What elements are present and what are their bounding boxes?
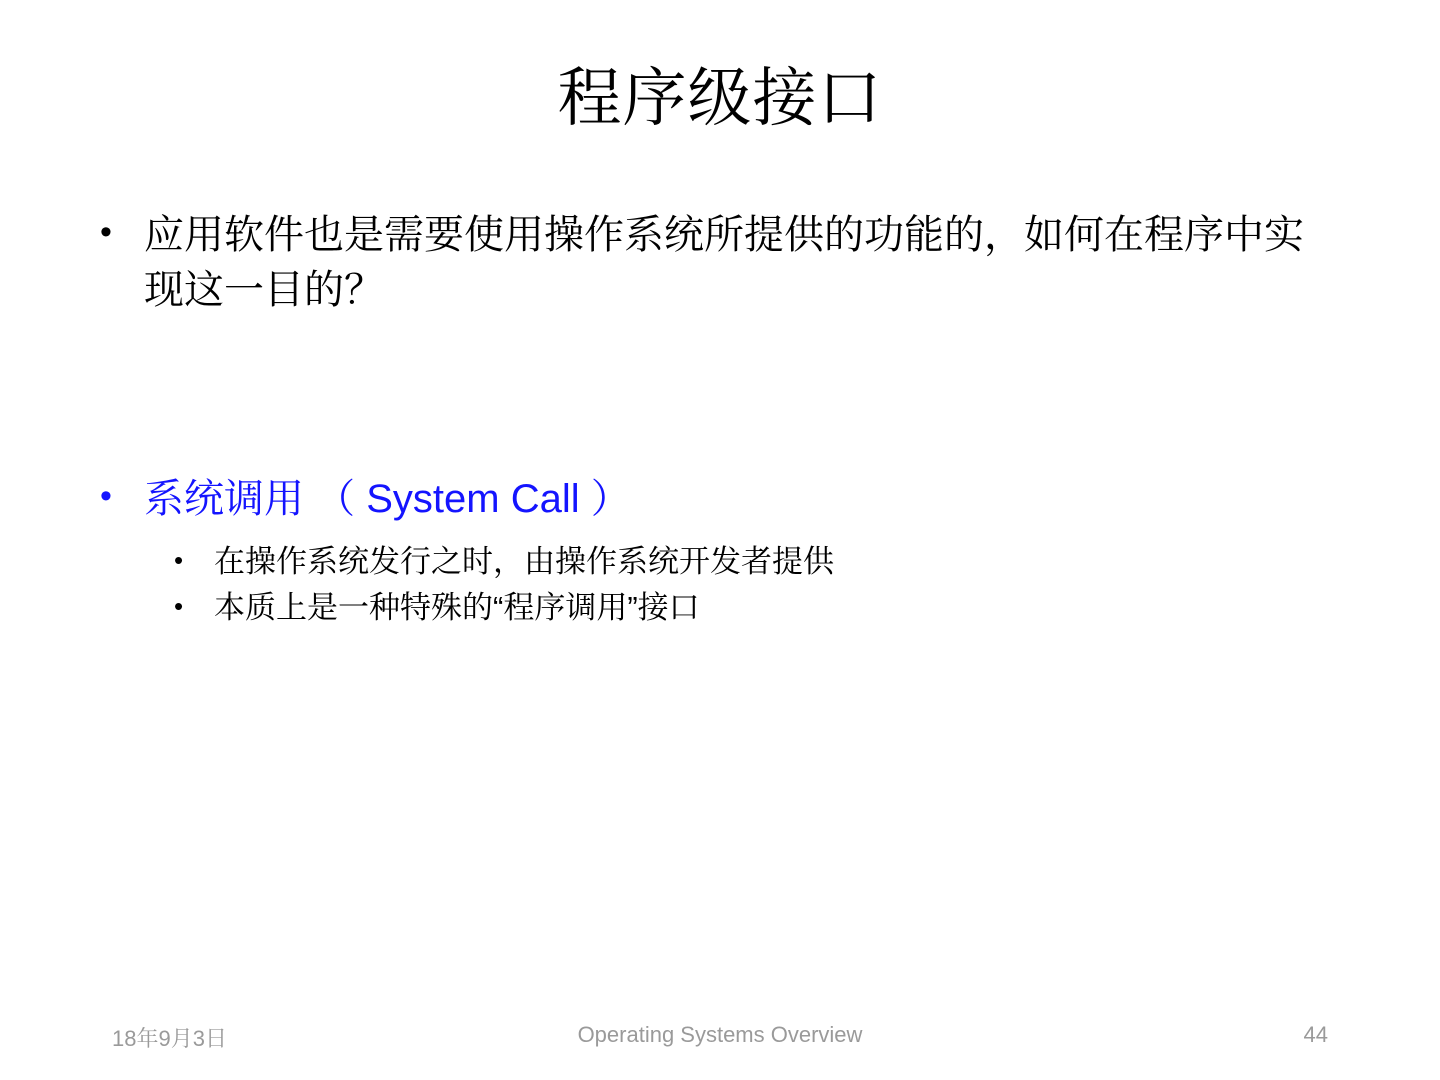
- bullet-item-2: [100, 472, 1340, 527]
- bullet-marker-icon: •: [174, 590, 184, 621]
- bullet-marker-icon: •: [100, 477, 112, 516]
- bullet-marker-icon: •: [174, 544, 184, 575]
- slide-body: [100, 208, 1340, 632]
- footer-date: 18年9月3日: [112, 1026, 227, 1051]
- bullet-marker-icon: •: [100, 213, 112, 251]
- sub-bullet-list: [174, 540, 1340, 630]
- sub-bullet-item-1: [174, 540, 1340, 584]
- footer-page-number: 44: [1303, 1022, 1328, 1047]
- bullet-text-2: 系统调用 （ System Call ）: [144, 477, 631, 522]
- sub-bullet-item-2: [174, 586, 1340, 630]
- page-title: 程序级接口: [557, 62, 883, 134]
- bullet-text-1: 应用软件也是需要使用操作系统所提供的功能的，如何在程序中实现这一目的？: [144, 213, 1304, 313]
- sub-bullet-text-2: 本质上是一种特殊的“程序调用”接口: [214, 589, 700, 625]
- bullet-item-1: [100, 208, 1340, 318]
- spacer: [100, 322, 1340, 472]
- sub-bullet-text-1: 在操作系统发行之时，由操作系统开发者提供: [214, 543, 834, 579]
- slide-footer: [0, 1022, 1440, 1052]
- footer-title: Operating Systems Overview: [577, 1022, 863, 1047]
